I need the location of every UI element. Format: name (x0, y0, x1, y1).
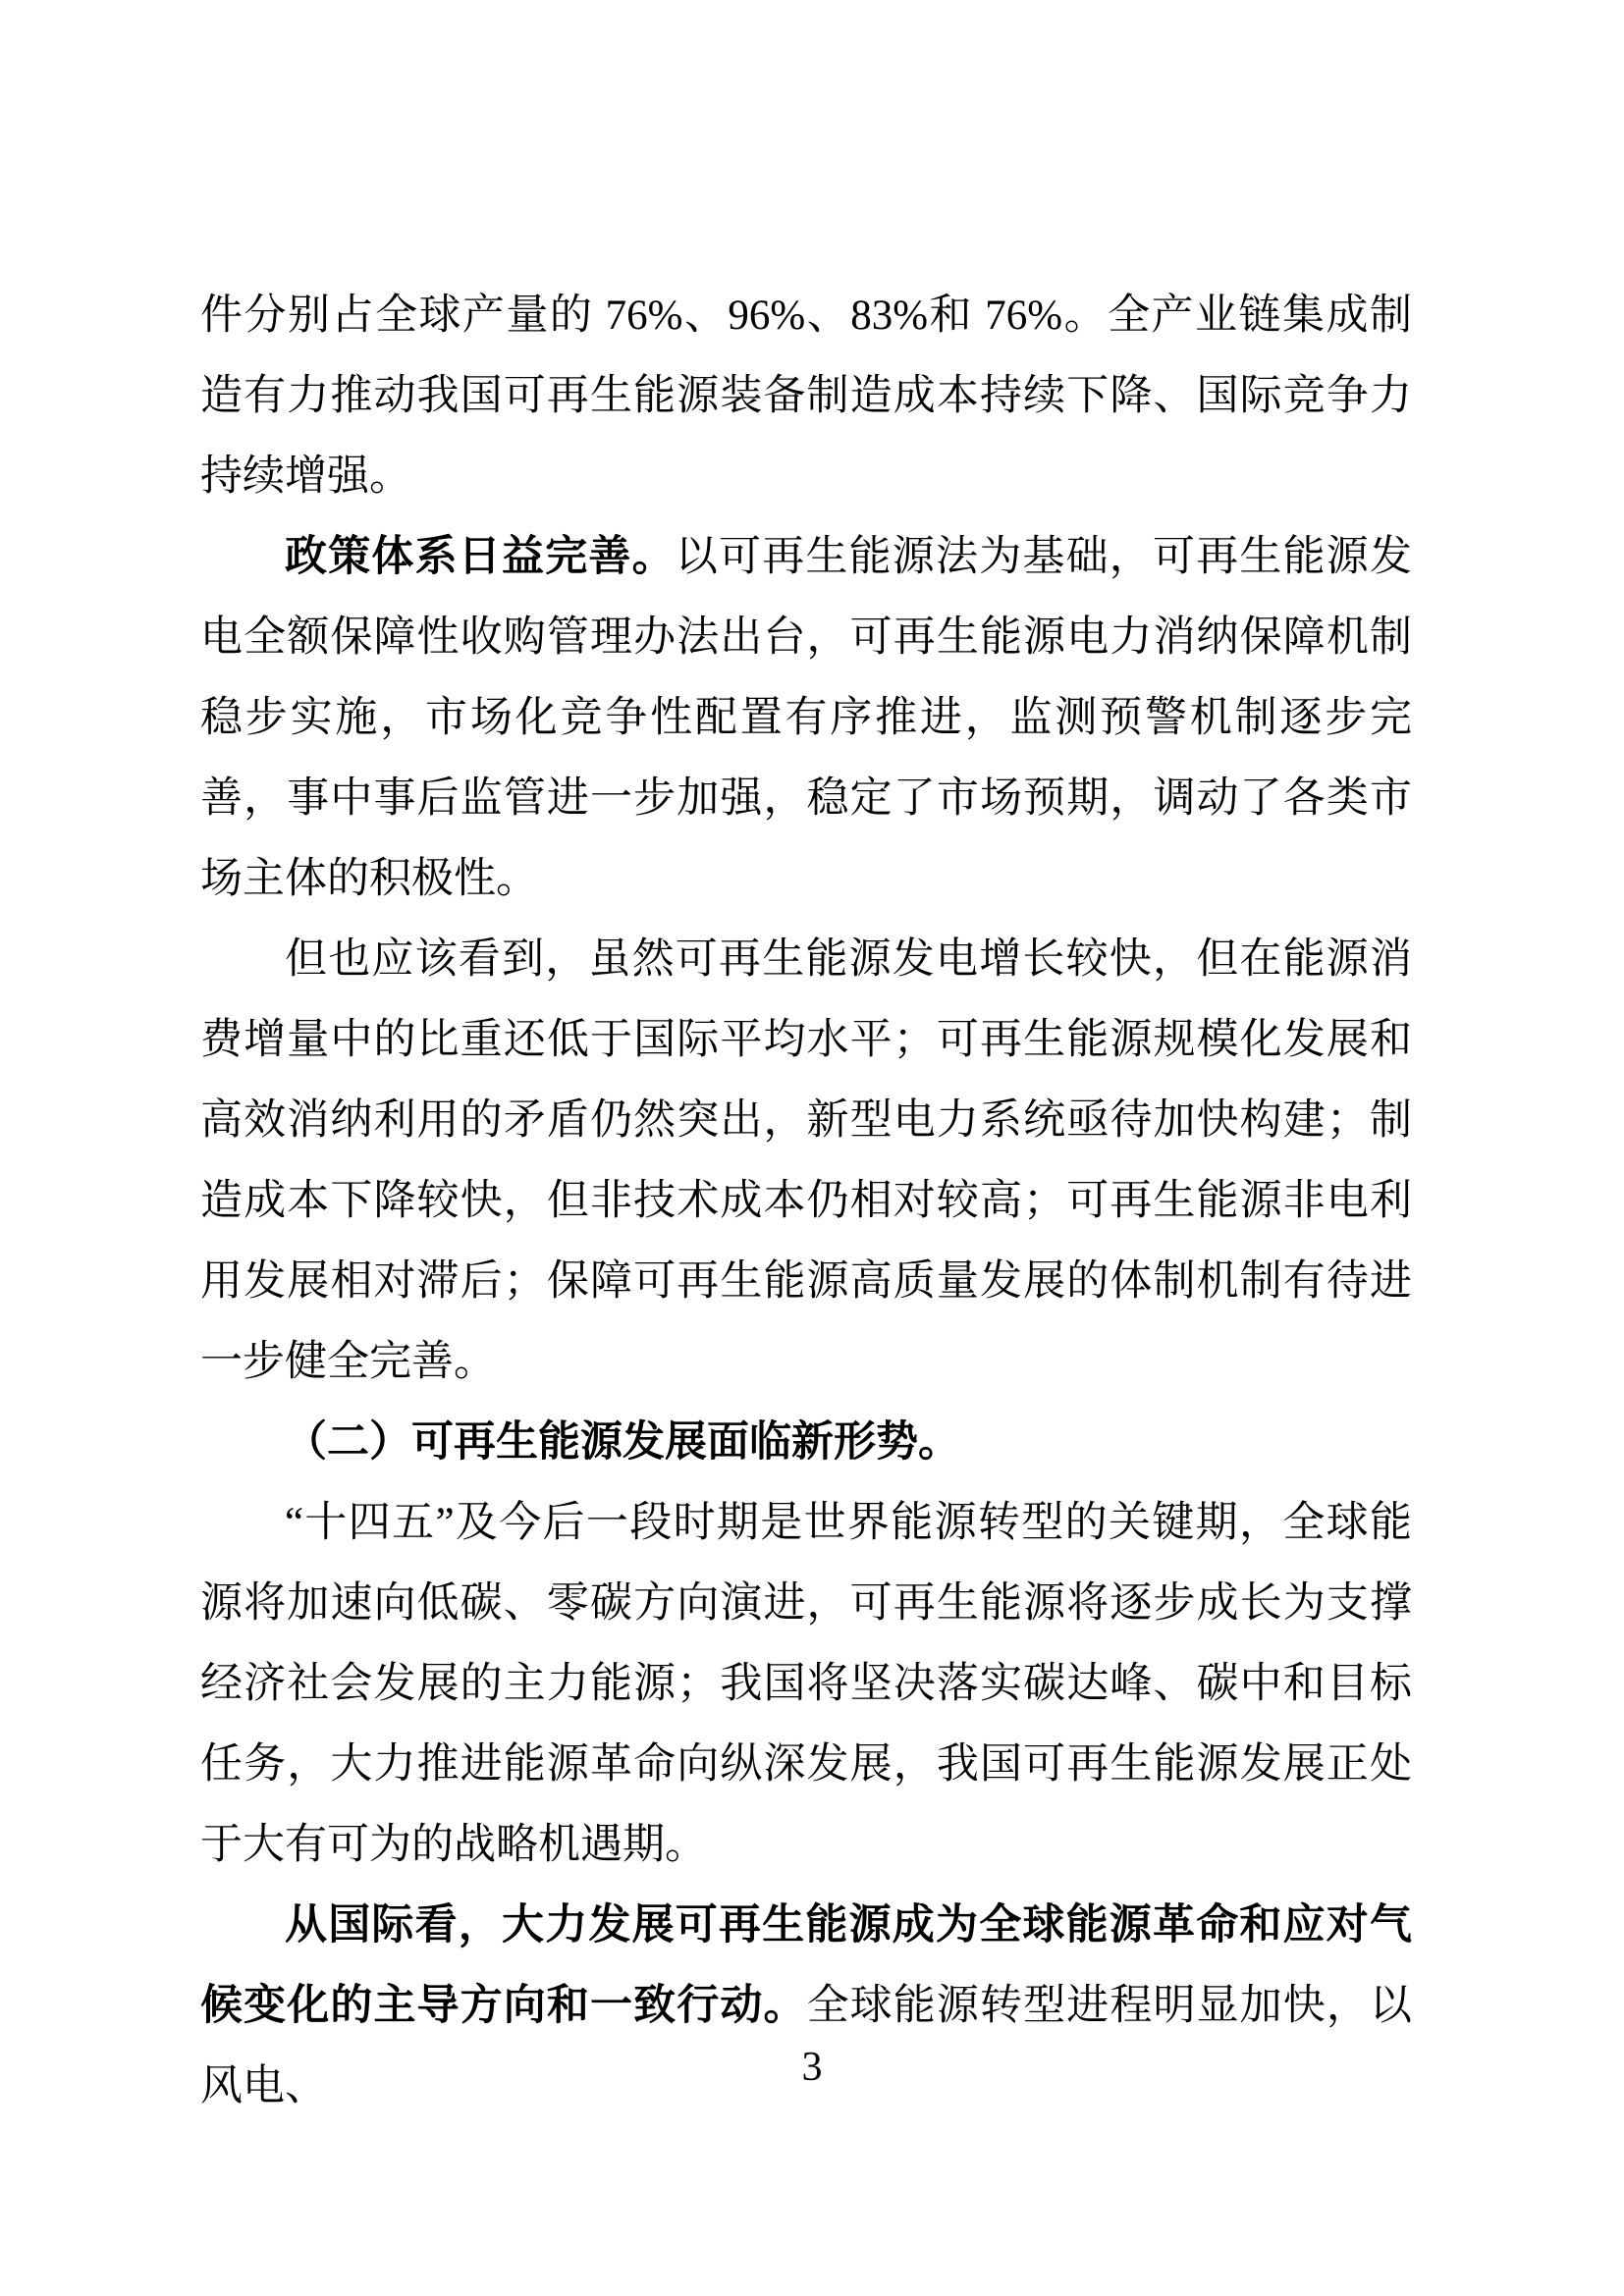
paragraph-text: 但也应该看到，虽然可再生能源发电增长较快，但在能源消费增量中的比重还低于国际平均水平；可再生能源规模化发展和高效消纳利用的矛盾仍然突出，新型电力系统亟待加快构建；制造成本下降较快，但非技术成本仍相对较高；可再生能源非电利用发展相对滞后；保障可再生能源高质量发展的体制机制有待进一步健全完善。 (200, 936, 1412, 1385)
paragraph-text: 件分别占全球产量的 76%、96%、83%和 76%。全产业链集成制造有力推动我国可再生能源装备制造成本持续下降、国际竞争力持续增强。 (200, 293, 1412, 500)
text-block (200, 276, 1412, 2127)
paragraph-international-view (200, 1886, 1412, 2127)
paragraph-text: “十四五”及今后一段时期是世界能源转型的关键期，全球能源将加速向低碳、零碳方向演进，可再生能源将逐步成长为支撑经济社会发展的主力能源；我国将坚决落实碳达峰、碳中和目标任务，大力推进能源革命向纵深发展，我国可再生能源发展正处于大有可为的战略机遇期。 (200, 1500, 1412, 1868)
paragraph-fourteenth-five-plan (200, 1483, 1412, 1886)
paragraph-policy-system (200, 517, 1412, 920)
page-number: 3 (801, 2045, 823, 2090)
paragraph-bold-lead: 从国际看，大力发展可再生能源成为全球能源革命和应对气候变化的主导方向和一致行动。 (200, 1902, 1412, 2029)
paragraph-text: 全球能源转型进程明显加快，以风电、 (200, 1983, 1413, 2109)
paragraph-challenges (200, 920, 1412, 1403)
paragraph-text: 以可再生能源法为基础，可再生能源发电全额保障性收购管理办法出台，可再生能源电力消纳保障机制稳步实施，市场化竞争性配置有序推进，监测预警机制逐步完善，事中事后监管进一步加强，稳定了市场预期，调动了各类市场主体的积极性。 (200, 534, 1413, 902)
section-heading-new-situation (200, 1403, 1412, 1483)
section-heading-text: （二）可再生能源发展面临新形势。 (285, 1419, 960, 1466)
paragraph-bold-lead: 政策体系日益完善。 (285, 534, 676, 580)
paragraph-continuation (200, 276, 1412, 517)
